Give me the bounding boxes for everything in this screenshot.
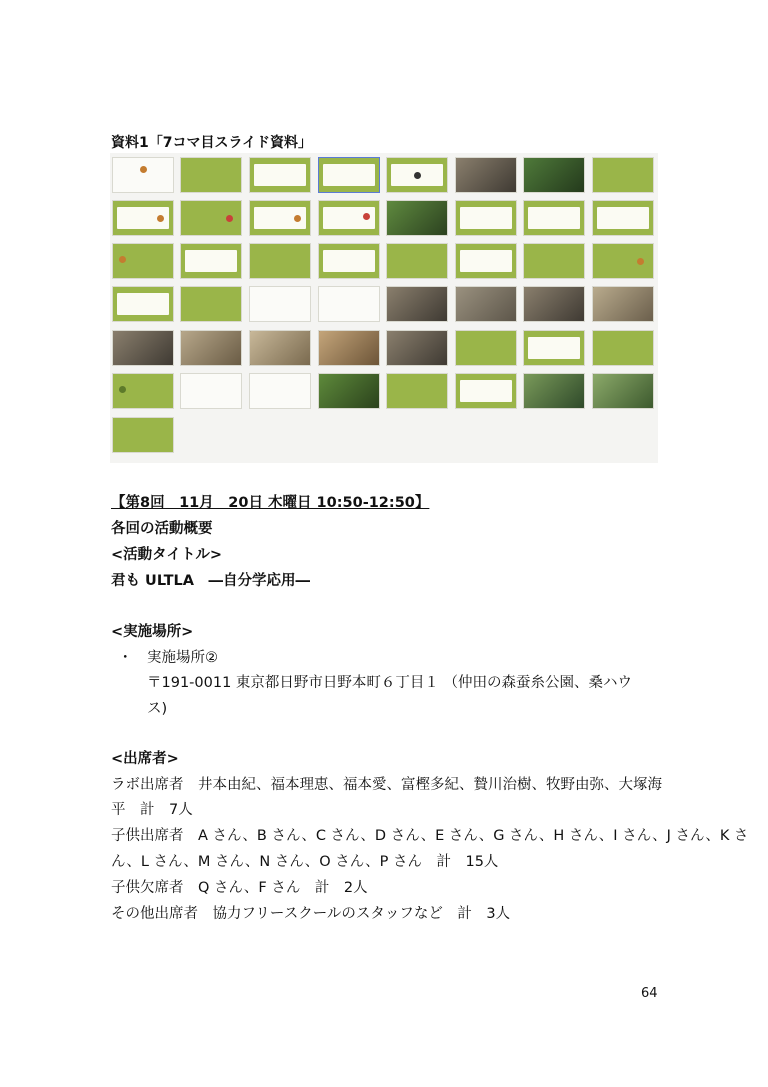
slide-thumbnail bbox=[249, 286, 311, 322]
slide-thumbnail bbox=[386, 330, 448, 366]
slide-thumbnail bbox=[112, 373, 174, 409]
address-line: 〒191-0011 東京都日野市日野本町６丁目１ （仲田の森蚕糸公園、桑ハウ bbox=[147, 675, 633, 691]
slide-thumbnail bbox=[592, 330, 654, 366]
slide-thumbnail bbox=[318, 330, 380, 366]
slide-thumbnail bbox=[455, 330, 517, 366]
slide-thumbnail bbox=[592, 286, 654, 322]
slide-thumbnail bbox=[112, 286, 174, 322]
slide-thumbnail bbox=[455, 243, 517, 279]
overview-heading: 各回の活動概要 bbox=[111, 521, 213, 537]
address-line: ス) bbox=[147, 701, 168, 717]
slide-thumbnail bbox=[523, 286, 585, 322]
slide-thumbnail bbox=[523, 157, 585, 193]
slide-thumbnail bbox=[386, 243, 448, 279]
slide-thumbnail bbox=[249, 330, 311, 366]
slide-thumbnail bbox=[112, 243, 174, 279]
child-attendees: ん、L さん、M さん、N さん、O さん、P さん 計 15人 bbox=[111, 854, 499, 870]
slide-thumbnail bbox=[523, 373, 585, 409]
slide-thumbnail bbox=[592, 373, 654, 409]
slide-thumbnail bbox=[386, 157, 448, 193]
activity-title: 君も ULTLA ―自分学応用― bbox=[111, 573, 311, 589]
slide-thumbnail bbox=[386, 200, 448, 236]
location-bullet: ・ bbox=[118, 650, 133, 666]
slide-thumbnail bbox=[523, 200, 585, 236]
slide-thumbnail bbox=[249, 243, 311, 279]
slide-thumbnail bbox=[386, 286, 448, 322]
slide-thumbnail bbox=[318, 286, 380, 322]
other-attendees: その他出席者 協力フリースクールのスタッフなど 計 3人 bbox=[111, 906, 511, 922]
slide-thumbnail bbox=[180, 286, 242, 322]
page-number: 64 bbox=[641, 986, 658, 1001]
activity-title-heading: <活動タイトル> bbox=[111, 547, 223, 563]
location-name: 実施場所② bbox=[147, 650, 218, 666]
slide-thumbnail bbox=[180, 330, 242, 366]
slide-thumbnail bbox=[180, 157, 242, 193]
child-attendees: 子供出席者 A さん、B さん、C さん、D さん、E さん、G さん、H さん、I さん、J さん、K さ bbox=[111, 828, 749, 844]
lab-attendees: ラボ出席者 井本由紀、福本理恵、福本愛、富樫多紀、贄川治樹、牧野由弥、大塚海 bbox=[111, 777, 662, 793]
slide-thumbnail bbox=[318, 243, 380, 279]
slide-thumbnail bbox=[318, 157, 380, 193]
slide-thumbnail bbox=[523, 243, 585, 279]
slide-thumbnail bbox=[592, 200, 654, 236]
slide-thumbnail bbox=[318, 373, 380, 409]
slide-thumbnail bbox=[592, 157, 654, 193]
slide-thumbnail bbox=[455, 200, 517, 236]
slide-thumbnail bbox=[112, 200, 174, 236]
attendees-heading: <出席者> bbox=[111, 751, 179, 767]
slide-thumbnail bbox=[523, 330, 585, 366]
lab-attendees: 平 計 7人 bbox=[111, 802, 193, 818]
slide-thumbnail bbox=[249, 157, 311, 193]
slide-thumbnail bbox=[180, 243, 242, 279]
slide-thumbnail bbox=[249, 373, 311, 409]
slide-thumbnail bbox=[112, 417, 174, 453]
slide-thumbnail bbox=[180, 200, 242, 236]
slide-thumbnail bbox=[455, 373, 517, 409]
slide-thumbnail bbox=[249, 200, 311, 236]
session-header: 【第8回 11月 20日 木曜日 10:50-12:50】 bbox=[111, 495, 430, 511]
slide-thumbnail bbox=[455, 286, 517, 322]
slide-thumbnail-sheet bbox=[110, 153, 658, 463]
slide-material-caption: 資料1「7コマ目スライド資料」 bbox=[111, 135, 313, 151]
location-heading: <実施場所> bbox=[111, 624, 194, 640]
slide-thumbnail bbox=[112, 330, 174, 366]
slide-thumbnail bbox=[318, 200, 380, 236]
slide-thumbnail bbox=[386, 373, 448, 409]
slide-thumbnail bbox=[592, 243, 654, 279]
slide-thumbnail bbox=[180, 373, 242, 409]
child-absentees: 子供欠席者 Q さん、F さん 計 2人 bbox=[111, 880, 368, 896]
slide-thumbnail bbox=[112, 157, 174, 193]
slide-thumbnail bbox=[455, 157, 517, 193]
